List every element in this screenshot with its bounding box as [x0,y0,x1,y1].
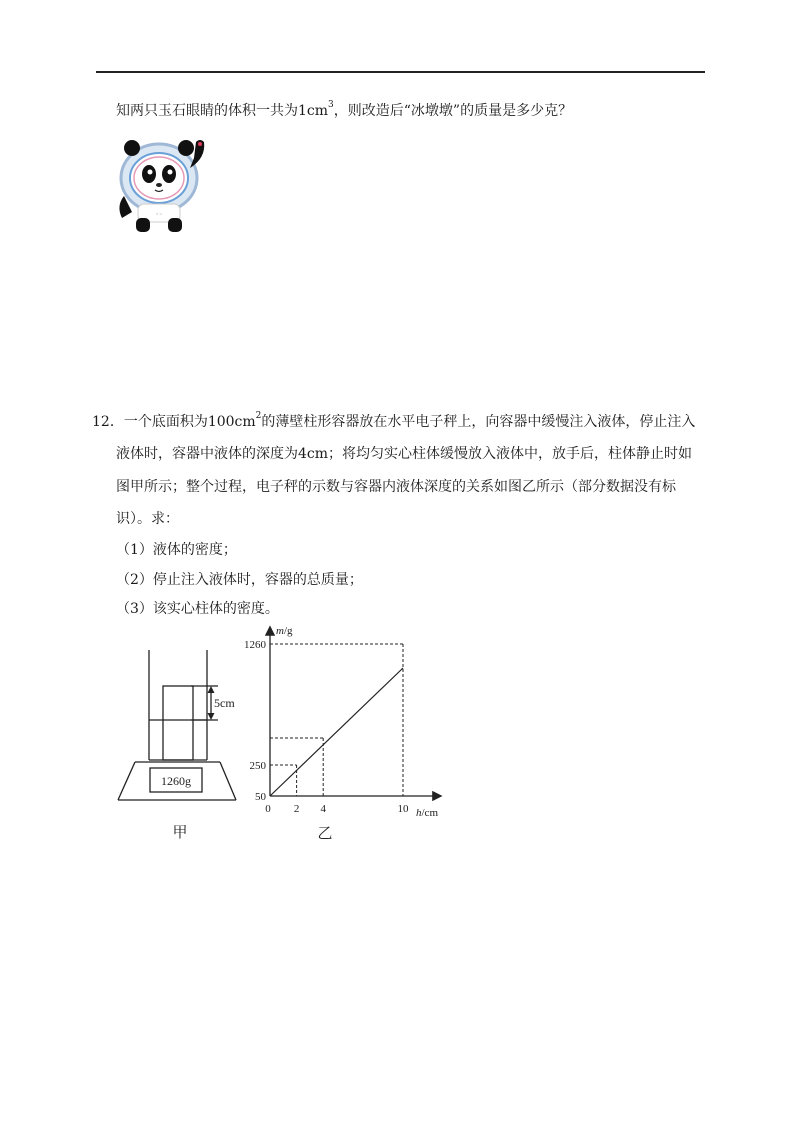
header-rule [96,71,705,73]
q12-sub-question-1: （1）液体的密度； [116,542,237,558]
x-tick-label: 4 [320,803,326,815]
q12-line-2: 液体时，容器中液体的深度为4cm；将均匀实心柱体缓慢放入液体中，放手后，柱体静止时如 [116,446,693,462]
q11-text: 知两只玉石眼睛的体积一共为$1cm^3$，则改造后“冰墩墩”的质量是多少克？ [116,100,573,119]
y-tick-label: 250 [249,760,266,772]
svg-text:◦◦: ◦◦ [155,211,163,218]
q12-line-3: 图甲所示；整个过程，电子秤的示数与容器内液体深度的关系如图乙所示（部分数据没有标 [116,479,676,495]
scale-reading: 1260g [161,774,191,788]
height-label: 5cm [214,696,235,710]
y-tick-label: 1260 [244,639,266,651]
figure-yi-chart [240,620,450,850]
q12-sub-question-3: （3）该实心柱体的密度。 [116,601,279,617]
x-axis-label: h/cm [416,807,438,819]
q12-line-4: 识）。求： [116,511,179,527]
x-tick-label: 10 [397,803,409,815]
data-line [270,668,403,796]
figure-jia-caption: 甲 [172,823,188,841]
x-tick-label: 0 [265,803,271,815]
q12-sub-question-2: （2）停止注入液体时，容器的总质量； [116,572,363,588]
q12-line-1: 12．一个底面积为$100cm^2$的薄壁柱形容器放在水平电子秤上，向容器中缓慢注入液体，停止注入 [92,411,696,430]
figure-yi-caption: 乙 [317,824,333,842]
y-axis-label: m/g [276,625,293,637]
x-tick-label: 2 [293,803,300,815]
y-tick-label: 50 [255,791,266,803]
figure-jia [110,640,250,850]
bing-dwen-dwen-image [114,134,214,236]
